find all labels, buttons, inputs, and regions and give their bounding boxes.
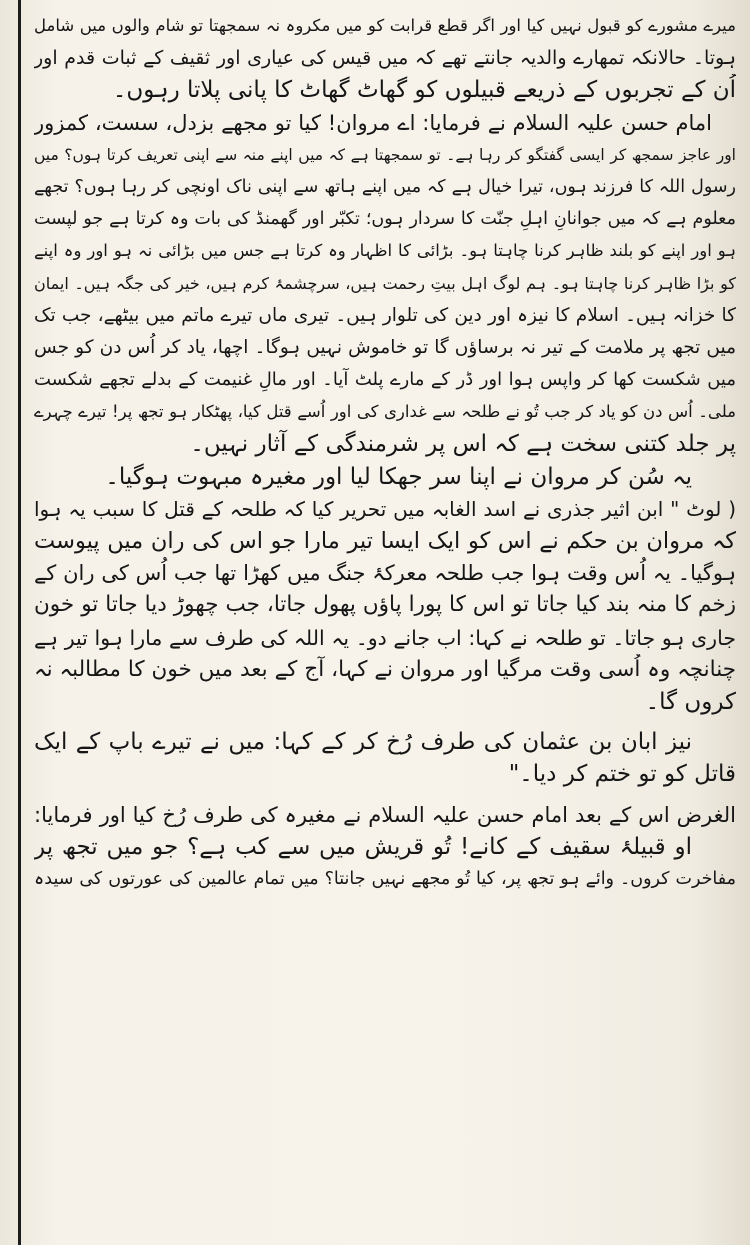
urdu-text-block <box>34 10 736 895</box>
text-line: میں تجھ پر ملامت کے تیر نہ برساؤں گا تو خاموش نہیں ہوگا۔ اچھا، یاد کر اُس دن کو جس <box>34 336 736 358</box>
note-line: ( لوٹ " ابن اثیر جذری نے اسد الغابہ میں تحریر کیا کہ طلحہ کے قتل کا سبب یہ ہوا <box>34 496 736 521</box>
text-line: میں شکست کھا کر واپس ہوا اور ڈر کے مارے پلٹ آیا۔ اور مالِ غنیمت کے بدلے تجھے شکست <box>34 369 736 391</box>
note-line: کہ مروان بن حکم نے اس کو ایک ایسا تیر مارا جو اس کی ران میں پیوست <box>34 528 736 554</box>
text-line: اور عاجز سمجھ کر ایسی گفتگو کر رہا ہے۔ تو سمجھتا ہے کہ میں اپنے منہ سے اپنی تعریف کرتا ہوں؟ میں <box>34 145 736 164</box>
note-line: جاری ہو جاتا۔ تو طلحہ نے کہا: اب جانے دو۔ یہ اللہ کی طرف سے مارا ہوا تیر ہے <box>34 625 736 650</box>
text-line: یہ سُن کر مروان نے اپنا سر جھکا لیا اور مغیرہ مبہوت ہوگیا۔ <box>105 463 692 490</box>
margin-rule <box>18 0 21 1245</box>
paragraph-gap <box>34 718 736 726</box>
text-line: ہو اور اپنے کو بلند ظاہر کرنا چاہتا ہو۔ بڑائی کا اظہار وہ کرتا ہے جس میں بڑائی نہ ہو اور وہ اپنے <box>34 241 736 261</box>
text-line: الغرض اس کے بعد امام حسن علیہ السلام نے مغیرہ کی طرف رُخ کیا اور فرمایا: <box>34 802 736 827</box>
text-line: کا خزانہ ہیں۔ اسلام کا نیزہ اور دین کی تلوار ہیں۔ تیری ماں تیرے ماتم میں بیٹھے، جب تک <box>34 304 736 326</box>
text-line: او قبیلۂ سقیف کے کانے! تُو قریش میں سے کب ہے؟ جو میں تجھ پر <box>34 833 692 860</box>
text-line: رسول اللہ کا فرزند ہوں، تیرا خیال ہے کہ میں اپنے ہاتھ سے اپنی ناک اونچی کر رہا ہوں؟ تجھے <box>34 176 736 197</box>
text-line: ملی۔ اُس دن کو یاد کر جب تُو نے طلحہ سے غداری کی اور اُسے قتل کیا، پھٹکار ہو تجھ پر! تیرے چہرے <box>34 402 736 422</box>
text-line: کو بڑا ظاہر کرنا چاہتا ہو۔ ہم لوگ اہل بیتِ رحمت ہیں، سرچشمۂ کرم ہیں، خیر کی جگہ ہیں۔ ایمان <box>34 273 736 293</box>
paragraph-gap <box>34 791 736 799</box>
text-line: پر جلد کتنی سخت ہے کہ اس پر شرمندگی کے آثار نہیں۔ <box>190 431 736 458</box>
text-line: ہوتا۔ حالانکہ تمھارے والدیہ جانتے تھے کہ میں قیس کی عیاری اور ثقیف کے ثبات قدم اور <box>34 47 736 70</box>
text-line: نیز ابان بن عثمان کی طرف رُخ کر کے کہا: میں نے تیرے باپ کے ایک <box>34 729 692 756</box>
text-line: مفاخرت کروں۔ وائے ہو تجھ پر، کیا تُو مجھے نہیں جانتا؟ میں تمام عالمین کی عورتوں کی سیدہ <box>34 868 736 889</box>
text-line: معلوم ہے کہ میں جوانانِ اہلِ جنّت کا سردار ہوں؛ تکبّر اور گھمنڈ کی بات وہ کرتا ہے جو لپست <box>34 209 736 230</box>
text-line: قاتل کو تو ختم کر دیا۔" <box>508 761 736 788</box>
note-line: کروں گا۔ <box>645 688 736 715</box>
text-line: اُن کے تجربوں کے ذریعے قبیلوں کو گھاٹ گھاٹ کا پانی پلاتا رہوں۔ <box>112 77 736 104</box>
note-line: چنانچہ وہ اُسی وقت مرگیا اور مروان نے کہا، آج کے بعد میں خون کا مطالبہ نہ <box>34 656 736 682</box>
text-line: امام حسن علیہ السلام نے فرمایا: اے مروان! کیا تو مجھے بزدل، سست، کمزور <box>34 110 712 135</box>
note-line: ہوگیا۔ یہ اُس وقت ہوا جب طلحہ معرکۂ جنگ میں کھڑا تھا جب اُس کی ران کے <box>34 561 736 586</box>
text-line: میرے مشورے کو قبول نہیں کیا اور اگر قطع قرابت کو میں مکروہ نہ سمجھتا تو شام والوں میں شامل <box>34 16 736 35</box>
note-line: زخم کا منہ بند کیا جاتا تو اس کا پورا پاؤں پھول جاتا، جب چھوڑ دیا جاتا تو خون <box>34 592 736 618</box>
